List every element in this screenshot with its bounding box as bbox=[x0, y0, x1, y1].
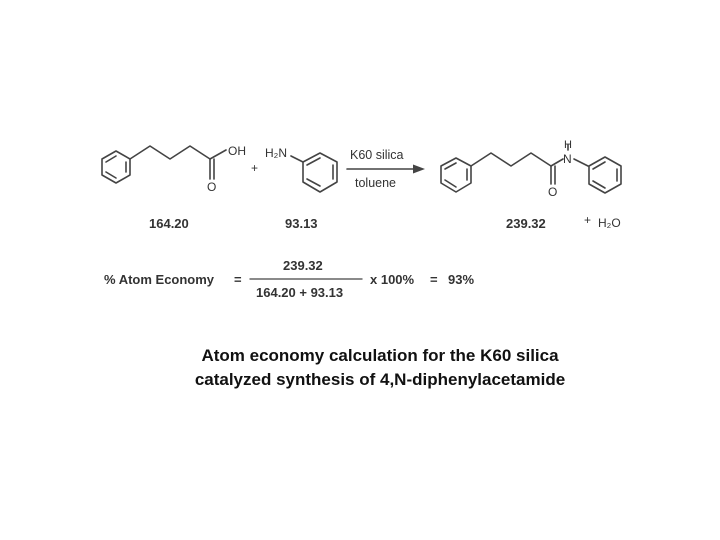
product-structure bbox=[441, 145, 621, 193]
reactant2-amine-label: H₂N bbox=[265, 146, 287, 160]
product-carbonyl-o-label: O bbox=[548, 185, 558, 199]
atom-economy-label: % Atom Economy bbox=[104, 272, 215, 287]
reactant1-hydroxyl-label: OH bbox=[228, 144, 246, 158]
reactant1-mw: 164.20 bbox=[149, 216, 189, 231]
product-mw: 239.32 bbox=[506, 216, 546, 231]
multiplier: x 100% bbox=[370, 272, 415, 287]
reactant2-mw: 93.13 bbox=[285, 216, 318, 231]
product-chain bbox=[471, 153, 551, 166]
product-amide-bond bbox=[551, 159, 563, 166]
caption-line-2: catalyzed synthesis of 4,N-diphenylacetamide bbox=[194, 370, 566, 389]
reactant2-n-bond bbox=[291, 156, 303, 162]
denominator: 164.20 + 93.13 bbox=[256, 285, 344, 300]
caption-line-1: Atom economy calculation for the K60 silica bbox=[201, 346, 559, 365]
reactant1-chain bbox=[130, 146, 210, 159]
reactant1-oh-bond bbox=[210, 150, 226, 159]
reactant2-structure bbox=[291, 153, 337, 192]
result: 93% bbox=[448, 272, 475, 287]
solvent-label: toluene bbox=[355, 176, 397, 190]
product-nh-h-label: H bbox=[564, 139, 572, 151]
plus-sign: + bbox=[251, 161, 259, 175]
reaction-arrowhead bbox=[413, 165, 425, 174]
equals-sign-1: = bbox=[234, 272, 242, 287]
product-n-phenyl-bond bbox=[574, 159, 588, 166]
caption bbox=[0, 344, 720, 392]
numerator: 239.32 bbox=[283, 258, 323, 273]
reactant1-carbonyl-o-label: O bbox=[207, 180, 217, 194]
product-n-label: N bbox=[563, 152, 572, 166]
catalyst-label: K60 silica bbox=[350, 148, 404, 162]
equals-sign-2: = bbox=[430, 272, 438, 287]
reactant1-structure bbox=[102, 146, 226, 183]
byproduct-plus: + bbox=[584, 213, 592, 227]
byproduct-formula: H₂O bbox=[598, 216, 621, 230]
